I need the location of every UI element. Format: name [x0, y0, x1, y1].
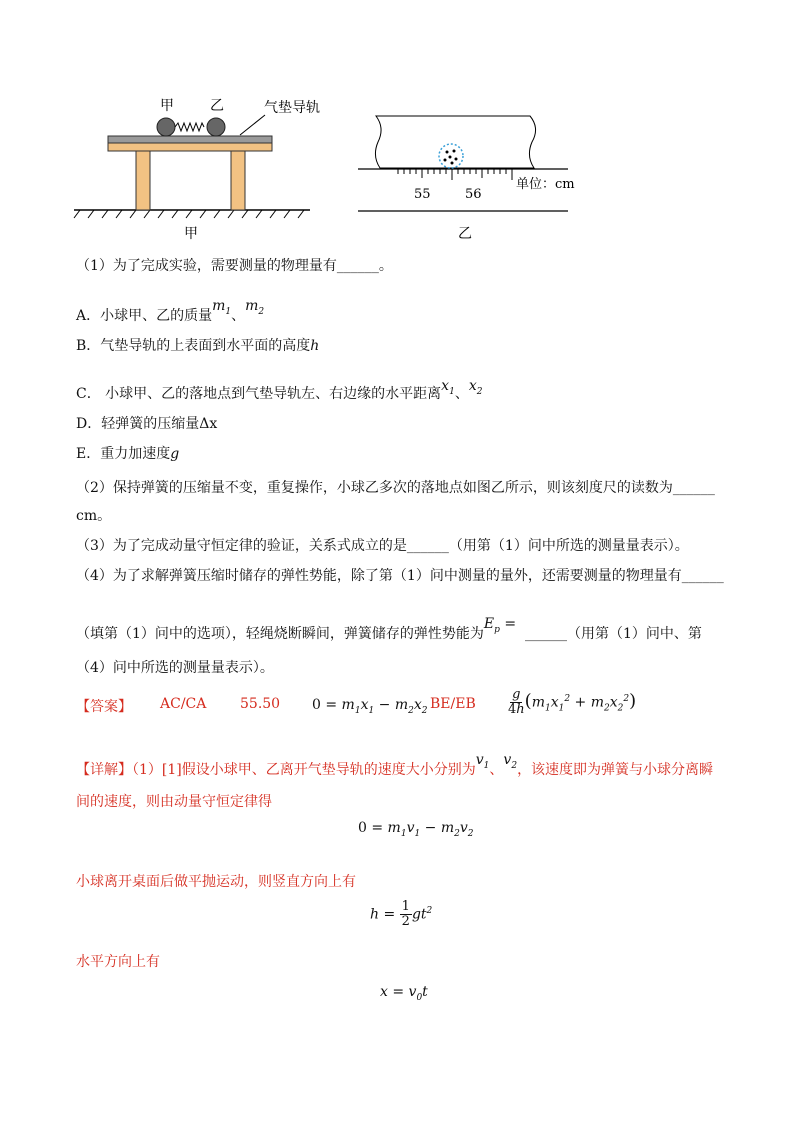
label-track: 气垫导轨 [264, 100, 320, 116]
question-4-end: （4）问中所选的测量量表示）。 [76, 660, 274, 676]
answer-3-formula: $0 = m_1x_1 - m_2x_2$ [312, 697, 428, 716]
momentum-equation: $0 = m_1v_1 - m_2v_2$ [358, 820, 474, 839]
question-3: （3）为了完成动量守恒定律的验证，关系式成立的是______（用第（1）问中所选的测量量表示）。 [76, 538, 689, 554]
tick-56: 56 [465, 187, 482, 202]
explanation-line-4: 水平方向上有 [76, 954, 160, 970]
answer-2: 55.50 [240, 696, 281, 712]
question-4: （4）为了求解弹簧压缩时储存的弹性势能，除了第（1）问中测量的量外，还需要测量的物理量有______ [76, 568, 724, 584]
explanation-line-3: 小球离开桌面后做平抛运动，则竖直方向上有 [76, 874, 356, 890]
answer-1: AC/CA [160, 696, 207, 712]
option-e: E．重力加速度g [76, 446, 180, 462]
option-b: B．气垫导轨的上表面到水平面的高度h [76, 338, 320, 354]
option-a: A．小球甲、乙的质量$m_1$、$m_2$ [76, 298, 265, 324]
vertical-motion-equation: h = $\frac{1}{2}$ $gt^2$ [370, 899, 433, 929]
option-d: D．轻弹簧的压缩量Δx [76, 416, 218, 432]
unit-label: 单位：cm [516, 177, 575, 192]
caption-right: 乙 [458, 226, 472, 242]
tick-55: 55 [414, 187, 431, 202]
air-track-figure [74, 98, 320, 242]
label-ball-b: 乙 [210, 98, 224, 114]
question-4-cont: （填第（1）问中的选项），轻绳烧断瞬间，弹簧储存的弹性势能为$E_p$ = ______（用第（1）问中、第 [76, 616, 702, 642]
option-c: C． 小球甲、乙的落地点到气垫导轨左、右边缘的水平距离$x_1$、$x_2$ [76, 378, 483, 402]
ruler-figure [358, 116, 575, 242]
question-1: （1）为了完成实验，需要测量的物理量有______。 [76, 258, 393, 274]
horizontal-motion-equation: $x = v_0t$ [380, 984, 428, 1003]
explanation-line-1: 【详解】（1）[1]假设小球甲、乙离开气垫导轨的速度大小分别为$v_1$、$v_2$，该速度即为弹簧与小球分离瞬 [76, 752, 714, 778]
answer-4: BE/EB [430, 696, 476, 712]
answer-5-formula: $\frac{g}{4h}$ $(m_1x_1^2 + m_2x_2^2)$ [508, 687, 637, 717]
question-2-unit: cm。 [76, 508, 112, 524]
explanation-line-2: 间的速度，则由动量守恒定律得 [76, 794, 272, 810]
label-ball-a: 甲 [160, 98, 174, 114]
question-2: （2）保持弹簧的压缩量不变，重复操作，小球乙多次的落地点如图乙所示，则该刻度尺的读数为______ [76, 480, 715, 496]
caption-left: 甲 [184, 226, 198, 242]
experiment-figures [60, 88, 620, 248]
answer-label: 【答案】 [76, 699, 132, 715]
